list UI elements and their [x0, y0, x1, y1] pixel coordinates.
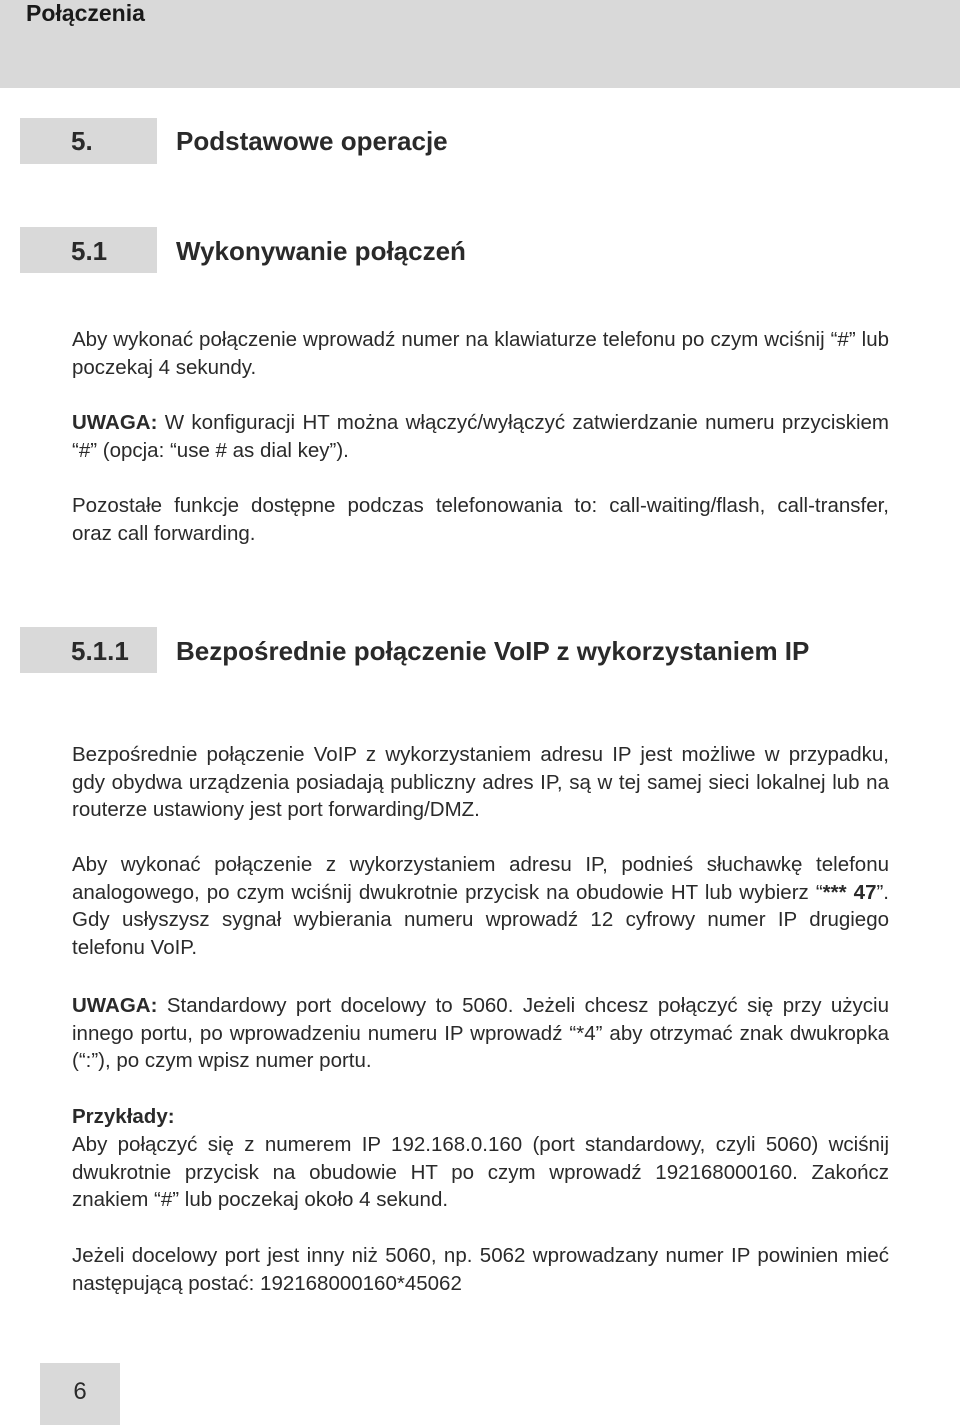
paragraph-direct-voip-text: Bezpośrednie połączenie VoIP z wykorzystaniem adresu IP jest możliwe w przypadku, gdy obydwa urządzenia posiadają publiczny adres IP, są w tej samej sieci lokalnej lub na routerze ustawiony jest port forwarding/DMZ. — [72, 743, 889, 821]
paragraph-other-functions — [72, 492, 889, 547]
top-header-bar — [0, 0, 960, 88]
section-5-1-number: 5.1 — [71, 236, 108, 266]
examples-label-text: Przykłady: — [72, 1105, 175, 1128]
section-5-1-heading: Wykonywanie połączeń — [176, 236, 466, 266]
paragraph-other-port-text: Jeżeli docelowy port jest inny niż 5060, np. 5062 wprowadzany numer IP powinien mieć następującą postać: 192168000160*45062 — [72, 1244, 889, 1295]
section-5-1-1-number: 5.1.1 — [71, 636, 129, 666]
paragraph-other-port — [72, 1242, 889, 1297]
note-label: UWAGA: — [72, 411, 158, 434]
examples-label — [72, 1103, 889, 1131]
ip-dialing-code: *** 47 — [822, 880, 877, 904]
page-number: 6 — [73, 1378, 87, 1405]
ip-dialing-text-b: ”. Gdy usłyszysz sygnał wybierania numeru wprowadź 12 cyfrowy numer IP drugiego telefonu VoIP. — [72, 880, 889, 959]
note-port-label: UWAGA: — [72, 994, 158, 1017]
paragraph-dialing-text: Aby wykonać połączenie wprowadź numer na klawiaturze telefonu po czym wciśnij “#” lub poczekaj 4 sekundy. — [72, 328, 889, 379]
paragraph-ip-dialing — [72, 851, 889, 961]
paragraph-example — [72, 1131, 889, 1214]
chapter-title: Połączenia — [26, 0, 145, 26]
section-5-1-1-heading: Bezpośrednie połączenie VoIP z wykorzystaniem IP — [176, 636, 810, 666]
note-port-text: Standardowy port docelowy to 5060. Jeżeli chcesz połączyć się przy użyciu innego portu, po wprowadzeniu numeru IP wprowadź “*4” aby otrzymać znak dwukropka (“:”), po czym wpisz numer portu. — [72, 994, 889, 1072]
paragraph-note-port — [72, 992, 889, 1075]
section-5-number: 5. — [71, 126, 93, 156]
section-5-heading: Podstawowe operacje — [176, 126, 448, 156]
note-text: W konfiguracji HT można włączyć/wyłączyć zatwierdzanie numeru przyciskiem “#” (opcja: “use # as dial key”). — [72, 411, 889, 462]
paragraph-other-functions-text: Pozostałe funkcje dostępne podczas telefonowania to: call-waiting/flash, call-transfer, oraz call forwarding. — [72, 494, 889, 545]
paragraph-dialing — [72, 326, 889, 381]
paragraph-direct-voip — [72, 741, 889, 824]
ip-dialing-text-a: Aby wykonać połączenie z wykorzystaniem adresu IP, podnieś słuchawkę telefonu analogowego, po czym wciśnij dwukrotnie przycisk na obudowie HT lub wybierz “ — [72, 853, 889, 904]
paragraph-note-dial-key — [72, 409, 889, 464]
paragraph-example-text: Aby połączyć się z numerem IP 192.168.0.160 (port standardowy, czyli 5060) wciśnij dwukrotnie przycisk na obudowie HT po czym wprowadź 192168000160. Zakończ znakiem “#” lub poczekaj około 4 sekund. — [72, 1133, 889, 1211]
